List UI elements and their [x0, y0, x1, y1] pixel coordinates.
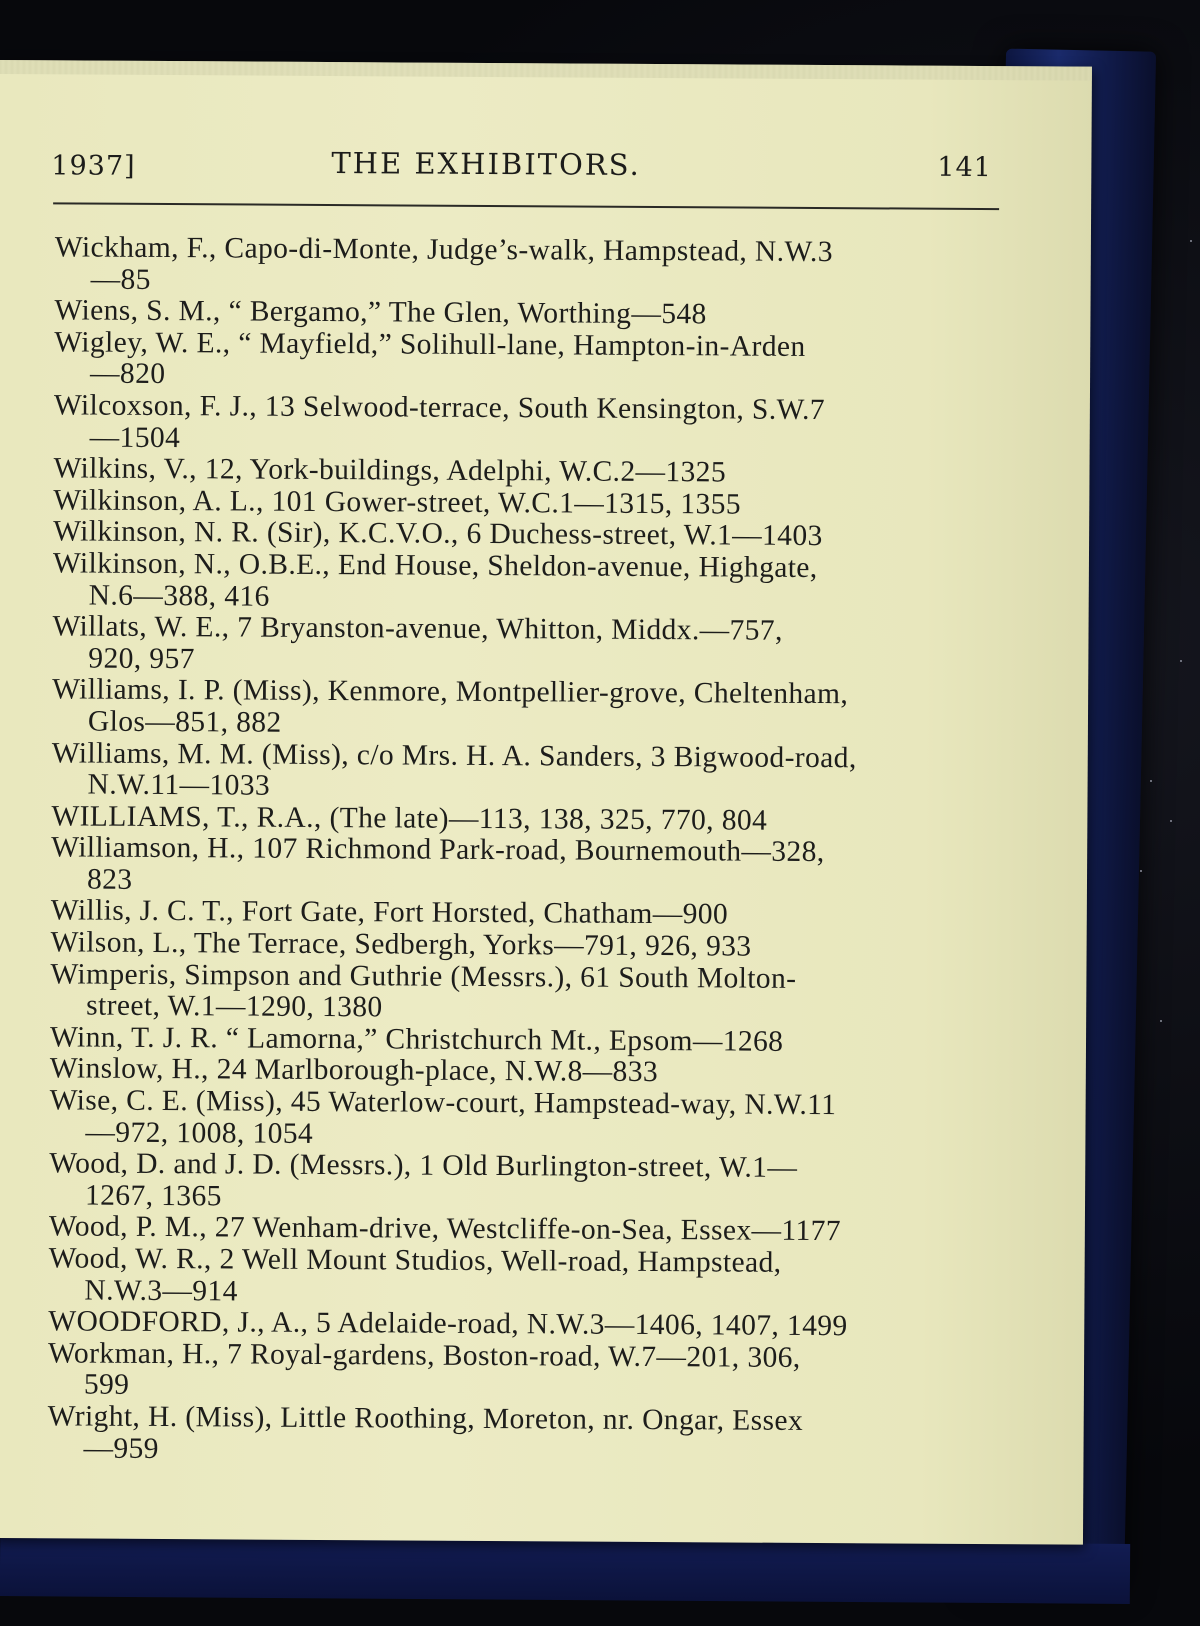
entry-line: Willis, J. C. T., Fort Gate, Fort Horsted, Chatham—900 — [50, 894, 729, 931]
entry-line: Willats, W. E., 7 Bryanston-avenue, Whitton, Middx.—757, — [52, 610, 783, 647]
background-speck — [1140, 870, 1142, 872]
entry-line: Wood, D. and J. D. (Messrs.), 1 Old Burlington-street, W.1— — [49, 1147, 798, 1185]
exhibitor-entry — [49, 1149, 1009, 1218]
entry-line: Williamson, H., 107 Richmond Park-road, Bournemouth—328, — [51, 831, 825, 869]
entry-continuation: 920, 957 — [88, 642, 195, 675]
book-page — [0, 60, 1092, 1545]
entry-continuation: 823 — [86, 863, 133, 896]
entry-line: Winn, T. J. R. “ Lamorna,” Christchurch Mt., Epsom—1268 — [49, 1021, 784, 1058]
entry-line: Wiens, S. M., “ Bergamo,” The Glen, Worthing—548 — [54, 294, 707, 331]
exhibitor-entry — [51, 833, 1011, 902]
entry-continuation: N.W.11—1033 — [87, 768, 271, 802]
entry-line: Wood, P. M., 27 Wenham-drive, Westcliffe-on-Sea, Essex—1177 — [48, 1210, 842, 1248]
entry-line: Williams, I. P. (Miss), Kenmore, Montpellier-grove, Cheltenham, — [52, 673, 849, 711]
entry-line: Wise, C. E. (Miss), 45 Waterlow-court, Hampstead-way, N.W.11 — [49, 1084, 837, 1122]
entry-line: Wood, W. R., 2 Well Mount Studios, Well-road, Hampstead, — [48, 1242, 782, 1279]
background-speck — [1160, 1020, 1162, 1022]
entry-line: WOODFORD, J., A., 5 Adelaide-road, N.W.3—1406, 1407, 1499 — [48, 1305, 848, 1343]
background-speck — [1150, 780, 1152, 782]
entry-continuation: —85 — [90, 263, 151, 296]
entry-line: Wilcoxson, F. J., 13 Selwood-terrace, South Kensington, S.W.7 — [53, 389, 826, 427]
page-number: 141 — [937, 151, 993, 184]
exhibitor-entry — [50, 959, 1010, 1028]
entry-line: Wickham, F., Capo-di-Monte, Judge’s-walk, Hampstead, N.W.3 — [54, 231, 834, 269]
exhibitor-entry — [48, 1243, 1008, 1312]
exhibitor-entry — [48, 1338, 1008, 1407]
exhibitor-entry — [52, 611, 1012, 680]
entry-line: Wimperis, Simpson and Guthrie (Messrs.), 61 South Molton- — [50, 957, 797, 995]
entry-continuation: —820 — [89, 357, 166, 391]
entry-line: Wright, H. (Miss), Little Roothing, Moreton, nr. Ongar, Essex — [47, 1400, 804, 1437]
exhibitor-entry — [52, 675, 1012, 744]
entry-line: Wilkinson, N. R. (Sir), K.C.V.O., 6 Duchess-street, W.1—1403 — [53, 515, 823, 553]
entry-line: Workman, H., 7 Royal-gardens, Boston-road, W.7—201, 306, — [48, 1337, 801, 1374]
header-rule — [53, 202, 999, 210]
entry-line: WILLIAMS, T., R.A., (The late)—113, 138, 325, 770, 804 — [51, 800, 768, 837]
exhibitor-entry — [53, 548, 1013, 617]
entry-continuation: —1504 — [89, 421, 181, 454]
entry-continuation: N.6—388, 416 — [88, 579, 270, 613]
book-binding-bottom — [0, 1536, 1130, 1604]
background-speck — [1170, 820, 1172, 822]
entry-line: Wilkins, V., 12, York-buildings, Adelphi, W.C.2—1325 — [53, 452, 727, 489]
entry-line: Wigley, W. E., “ Mayfield,” Solihull-lane, Hampton-in-Arden — [54, 326, 806, 363]
entry-continuation: —959 — [83, 1432, 159, 1465]
exhibitor-entry — [54, 390, 1014, 459]
exhibitor-entry — [49, 1085, 1009, 1154]
entry-continuation: —972, 1008, 1054 — [85, 1116, 314, 1150]
entry-line: Winslow, H., 24 Marlborough-place, N.W.8—833 — [49, 1052, 659, 1089]
exhibitor-entry — [51, 738, 1011, 807]
header-year: 1937] — [51, 150, 136, 182]
entry-continuation: N.W.3—914 — [84, 1274, 238, 1308]
header-title: THE EXHIBITORS. — [331, 146, 641, 182]
entry-continuation: 1267, 1365 — [84, 1179, 222, 1213]
entry-continuation: street, W.1—1290, 1380 — [86, 989, 383, 1024]
background-speck — [1190, 240, 1192, 242]
entry-line: Williams, M. M. (Miss), c/o Mrs. H. A. Sanders, 3 Bigwood-road, — [51, 736, 857, 774]
entry-continuation: Glos—851, 882 — [87, 705, 282, 739]
exhibitor-list — [47, 232, 1015, 1470]
background-speck — [1180, 660, 1182, 662]
exhibitor-entry — [55, 232, 1015, 301]
entry-line: Wilkinson, A. L., 101 Gower-street, W.C.1—1315, 1355 — [53, 484, 742, 521]
entry-line: Wilson, L., The Terrace, Sedbergh, Yorks—791, 926, 933 — [50, 926, 752, 963]
exhibitor-entry — [47, 1401, 1007, 1470]
entry-continuation: 599 — [83, 1368, 130, 1402]
entry-line: Wilkinson, N., O.B.E., End House, Sheldon-avenue, Highgate, — [52, 547, 818, 584]
exhibitor-entry — [54, 327, 1014, 396]
page-header — [51, 142, 1001, 198]
